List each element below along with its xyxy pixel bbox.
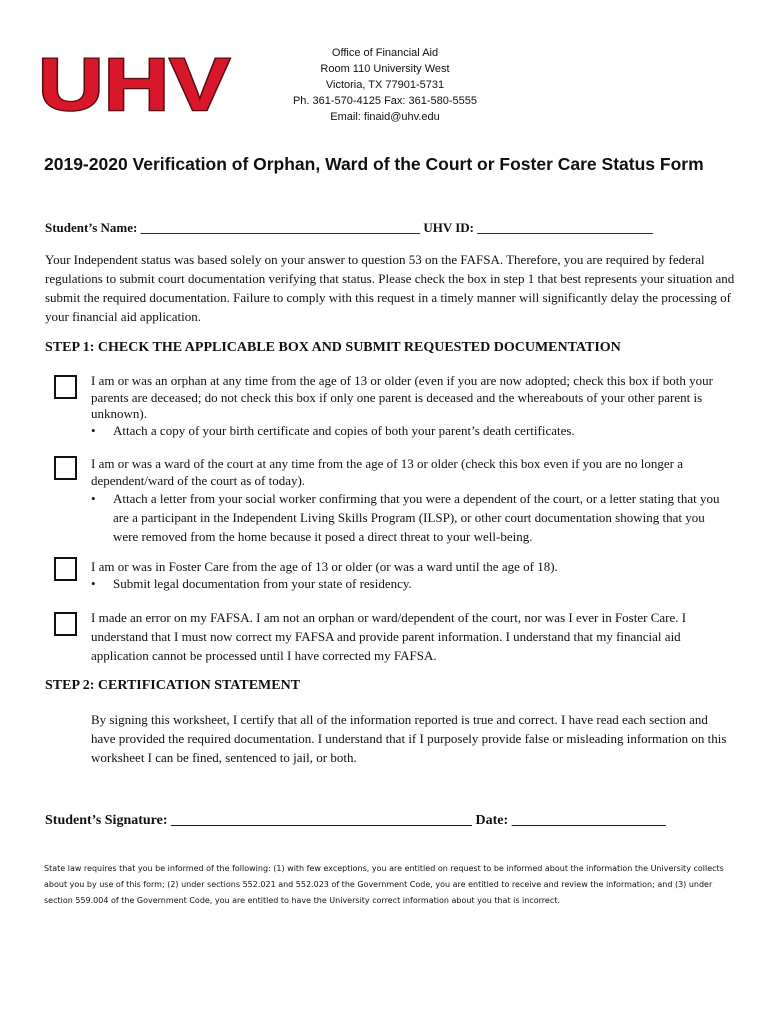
office-name: Office of Financial Aid <box>331 47 439 59</box>
student-name-field[interactable]: ___________________________________________ <box>140 220 421 235</box>
option-foster-care-text: I am or was in Foster Care from the age of 13 or older (or was a ward until the age of 18). <box>91 559 558 574</box>
step2-heading: STEP 2: CERTIFICATION STATEMENT <box>45 678 301 693</box>
student-name-label: Student’s Name: <box>45 220 138 235</box>
option-foster-care <box>91 559 731 592</box>
option-ward-text: I am or was a ward of the court at any time from the age of 13 or older (check this box even if you are no longer a dependent/ward of the court as of today). <box>91 456 684 488</box>
signature-line <box>45 813 666 829</box>
fafsa-error-checkbox[interactable] <box>54 612 77 636</box>
option-ward <box>91 456 731 546</box>
student-info-line <box>45 220 653 236</box>
signature-field[interactable]: ___________________________________________ <box>171 813 473 828</box>
uhv-id-field[interactable]: ___________________________ <box>477 220 653 235</box>
office-room: Room 110 University West <box>320 63 450 75</box>
option-fafsa-error <box>91 608 731 665</box>
bullet-dot: • <box>91 422 96 438</box>
bullet-dot: • <box>91 491 96 506</box>
certification-text: By signing this worksheet, I certify that all of the information reported is true and correct. I have read each section and have provided the required documentation. I understand that if I purposely provide false or misleading information on this worksheet I can be fined, sentenced to jail, or both. <box>91 712 727 765</box>
uhv-logo <box>38 50 234 116</box>
office-email: Email: finaid@uhv.edu <box>330 111 440 123</box>
office-contact-block <box>270 45 500 125</box>
option-orphan-bullet-text: Attach a copy of your birth certificate and copies of both your parent’s death certificates. <box>113 422 575 438</box>
signature-label: Student’s Signature: <box>45 813 168 828</box>
option-orphan <box>91 373 731 439</box>
bullet-dot: • <box>91 575 96 591</box>
step1-heading: STEP 1: CHECK THE APPLICABLE BOX AND SUBMIT REQUESTED DOCUMENTATION <box>45 340 621 355</box>
orphan-checkbox[interactable] <box>54 375 77 399</box>
state-law-notice: State law requires that you be informed of the following: (1) with few exceptions, you are entitled on request to be informed about the information the University collects about you by use of this form; (2) under sections 552.021 and 552.023 of the Government Code, you are entitled to receive and review the information; and (3) under section 559.004 of the Government Code, you are entitled to have the University correct information about you that is incorrect. <box>44 864 724 905</box>
uhv-id-label: UHV ID: <box>423 220 475 235</box>
intro-paragraph: Your Independent status was based solely on your answer to question 53 on the FAFSA. Therefore, you are required by federal regulations to submit court documentation verifying that status. Please check the box in step 1 that best represents your situation and submit the required documentation. Failure to comply with this request in a timely manner will significantly delay the processing of your financial aid application. <box>45 252 735 324</box>
option-ward-bullet <box>91 489 731 546</box>
option-orphan-bullet <box>91 423 731 440</box>
foster-care-checkbox[interactable] <box>54 557 77 581</box>
date-field[interactable]: ______________________ <box>511 813 666 828</box>
date-label: Date: <box>475 813 509 828</box>
logo-text: UHV <box>38 50 231 116</box>
option-orphan-text: I am or was an orphan at any time from the age of 13 or older (even if you are now adopted; check this box if both your parents are deceased; do not check this box if only one parent is deceased and the whereabouts of your other parent is unknown). <box>91 373 714 421</box>
office-phone: Ph. 361-570-4125 Fax: 361-580-5555 <box>292 95 478 107</box>
option-ward-bullet-text: Attach a letter from your social worker confirming that you were a dependent of the court, or a letter stating that you are a participant in the Independent Living Skills Program (ILSP), or other court documentation showing that you were removed from the home because it posed a direct threat to your well-being. <box>113 491 720 544</box>
option-foster-care-bullet <box>91 576 731 593</box>
option-fafsa-error-text: I made an error on my FAFSA. I am not an orphan or ward/dependent of the court, nor was I ever in Foster Care. I understand that I must now correct my FAFSA and provide parent information. I understand that my financial aid application cannot be processed until I have corrected my FAFSA. <box>91 610 687 663</box>
form-title: 2019-2020 Verification of Orphan, Ward of the Court or Foster Care Status Form <box>44 154 704 174</box>
ward-checkbox[interactable] <box>54 456 77 480</box>
office-city: Victoria, TX 77901-5731 <box>325 79 445 91</box>
option-foster-care-bullet-text: Submit legal documentation from your state of residency. <box>113 575 412 591</box>
